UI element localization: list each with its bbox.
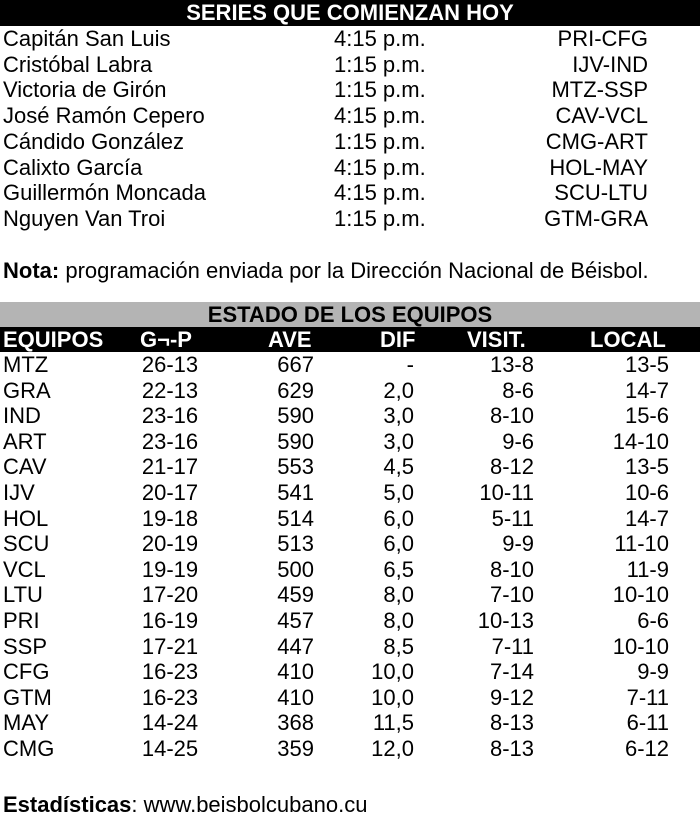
series-venue: Victoria de Girón	[3, 77, 167, 103]
series-matchup: PRI-CFG	[557, 26, 648, 51]
cell-ave: 514	[277, 505, 314, 531]
cell-dif: 5,0	[383, 480, 414, 505]
cell-team: IND	[3, 403, 41, 429]
cell-ave: 590	[277, 403, 314, 429]
cell-local: 15-6	[624, 403, 669, 429]
note-label: Nota:	[3, 258, 60, 283]
series-venue: Guillermón Moncada	[3, 180, 206, 206]
series-time: 4:15 p.m.	[334, 103, 426, 129]
cell-ave: 410	[277, 659, 314, 685]
cell-team: ART	[3, 428, 47, 454]
cell-ave: 513	[277, 531, 314, 557]
cell-gp: 17-21	[141, 633, 199, 659]
cell-ave: 359	[277, 736, 314, 761]
series-title: SERIES QUE COMIENZAN HOY	[0, 0, 700, 26]
cell-team: IJV	[3, 480, 35, 505]
cell-dif: 2,0	[383, 377, 414, 403]
cell-visit: 10-13	[477, 608, 534, 633]
series-matchup: CAV-VCL	[555, 103, 648, 129]
cell-dif: 10,0	[371, 684, 414, 710]
cell-visit: 13-8	[489, 352, 534, 377]
series-matchup: MTZ-SSP	[551, 77, 648, 103]
series-matchup: HOL-MAY	[549, 154, 648, 180]
series-matchup: IJV-IND	[572, 51, 648, 77]
cell-team: GRA	[3, 377, 51, 403]
cell-local: 6-12	[624, 736, 669, 761]
cell-dif: 3,0	[383, 428, 414, 454]
cell-visit: 5-11	[491, 505, 534, 531]
series-time: 1:15 p.m.	[334, 51, 426, 77]
cell-dif: 8,5	[383, 633, 414, 659]
cell-dif: -	[406, 352, 414, 377]
cell-local: 14-10	[612, 428, 669, 454]
cell-ave: 629	[277, 377, 314, 403]
cell-team: CMG	[3, 736, 55, 761]
header-equipos: EQUIPOS	[3, 327, 104, 352]
cell-dif: 12,0	[371, 736, 414, 761]
cell-visit: 8-6	[502, 377, 534, 403]
series-matchup: GTM-GRA	[544, 205, 648, 231]
note-line	[3, 258, 649, 284]
cell-ave: 457	[277, 608, 314, 633]
cell-visit: 9-6	[502, 428, 534, 454]
cell-ave: 368	[277, 710, 314, 736]
cell-team: GTM	[3, 684, 52, 710]
cell-gp: 19-19	[141, 556, 199, 582]
series-venue: Nguyen Van Troi	[3, 205, 166, 231]
cell-team: MAY	[3, 710, 50, 736]
cell-ave: 541	[277, 480, 314, 505]
cell-gp: 20-17	[141, 480, 199, 505]
cell-gp: 16-19	[141, 608, 199, 633]
series-venue: Calixto García	[3, 154, 143, 180]
header-ave: AVE	[268, 327, 312, 352]
cell-ave: 500	[277, 556, 314, 582]
cell-gp: 16-23	[141, 659, 199, 685]
footer-line	[3, 792, 367, 818]
cell-visit: 7-10	[489, 582, 534, 608]
cell-gp: 23-16	[141, 428, 199, 454]
cell-ave: 590	[277, 428, 314, 454]
series-time: 4:15 p.m.	[334, 180, 426, 206]
cell-local: 13-5	[624, 454, 669, 480]
series-venue: Cristóbal Labra	[3, 51, 153, 77]
cell-team: PRI	[3, 608, 40, 633]
header-visit: VISIT.	[467, 327, 526, 352]
cell-dif: 6,0	[383, 505, 414, 531]
cell-ave: 410	[277, 684, 314, 710]
header-dif: DIF	[380, 327, 416, 352]
series-venue: Capitán San Luis	[3, 26, 171, 51]
series-venue: José Ramón Cepero	[3, 103, 205, 129]
cell-visit: 9-9	[502, 531, 534, 557]
cell-ave: 553	[277, 454, 314, 480]
cell-ave: 459	[277, 582, 314, 608]
cell-gp: 21-17	[141, 454, 199, 480]
footer-text: : www.beisbolcubano.cu	[131, 792, 368, 817]
cell-local: 6-11	[626, 710, 669, 736]
series-venue: Cándido González	[3, 128, 185, 154]
series-time: 4:15 p.m.	[334, 154, 426, 180]
header-local: LOCAL	[590, 327, 666, 352]
cell-gp: 17-20	[141, 582, 199, 608]
series-matchup: CMG-ART	[545, 128, 648, 154]
cell-local: 14-7	[624, 377, 669, 403]
cell-team: LTU	[3, 582, 43, 608]
cell-visit: 8-10	[489, 556, 534, 582]
cell-team: HOL	[3, 505, 49, 531]
cell-team: CAV	[3, 454, 47, 480]
cell-local: 13-5	[624, 352, 669, 377]
header-gp: G¬-P	[140, 327, 192, 352]
cell-gp: 16-23	[141, 684, 199, 710]
cell-dif: 3,0	[383, 403, 414, 429]
cell-local: 9-9	[637, 659, 669, 685]
cell-team: SSP	[3, 633, 48, 659]
cell-visit: 9-12	[489, 684, 534, 710]
cell-gp: 14-24	[141, 710, 199, 736]
cell-dif: 6,0	[383, 531, 414, 557]
series-matchup: SCU-LTU	[554, 180, 648, 206]
cell-ave: 447	[277, 633, 314, 659]
cell-team: VCL	[3, 556, 46, 582]
cell-gp: 14-25	[141, 736, 199, 761]
cell-visit: 10-11	[479, 480, 534, 505]
cell-dif: 11,5	[372, 710, 414, 736]
series-time: 1:15 p.m.	[334, 205, 426, 231]
series-time: 1:15 p.m.	[334, 77, 426, 103]
standings-title: ESTADO DE LOS EQUIPOS	[0, 302, 700, 327]
footer-label: Estadísticas	[3, 792, 132, 817]
cell-gp: 20-19	[141, 531, 199, 557]
cell-gp: 26-13	[141, 352, 199, 377]
cell-gp: 23-16	[141, 403, 199, 429]
cell-visit: 8-12	[489, 454, 534, 480]
series-time: 1:15 p.m.	[334, 128, 426, 154]
cell-local: 14-7	[624, 505, 669, 531]
cell-local: 11-9	[626, 556, 669, 582]
cell-visit: 7-11	[491, 633, 534, 659]
cell-gp: 19-18	[141, 505, 199, 531]
cell-dif: 8,0	[383, 608, 414, 633]
cell-ave: 667	[277, 352, 314, 377]
cell-dif: 10,0	[371, 659, 414, 685]
cell-local: 10-10	[612, 633, 669, 659]
cell-local: 11-10	[614, 531, 669, 557]
cell-visit: 8-10	[489, 403, 534, 429]
cell-dif: 6,5	[383, 556, 414, 582]
cell-dif: 8,0	[383, 582, 414, 608]
cell-local: 7-11	[626, 684, 669, 710]
note-text: programación enviada por la Dirección Nacional de Béisbol.	[59, 258, 649, 283]
cell-gp: 22-13	[141, 377, 199, 403]
cell-team: MTZ	[3, 352, 49, 377]
cell-visit: 7-14	[489, 659, 534, 685]
cell-team: CFG	[3, 659, 50, 685]
cell-local: 10-6	[624, 480, 669, 505]
cell-visit: 8-13	[489, 736, 534, 761]
standings-header	[0, 327, 700, 352]
cell-dif: 4,5	[383, 454, 414, 480]
cell-team: SCU	[3, 531, 50, 557]
cell-local: 10-10	[612, 582, 669, 608]
series-time: 4:15 p.m.	[334, 26, 426, 51]
cell-visit: 8-13	[489, 710, 534, 736]
cell-local: 6-6	[637, 608, 669, 633]
